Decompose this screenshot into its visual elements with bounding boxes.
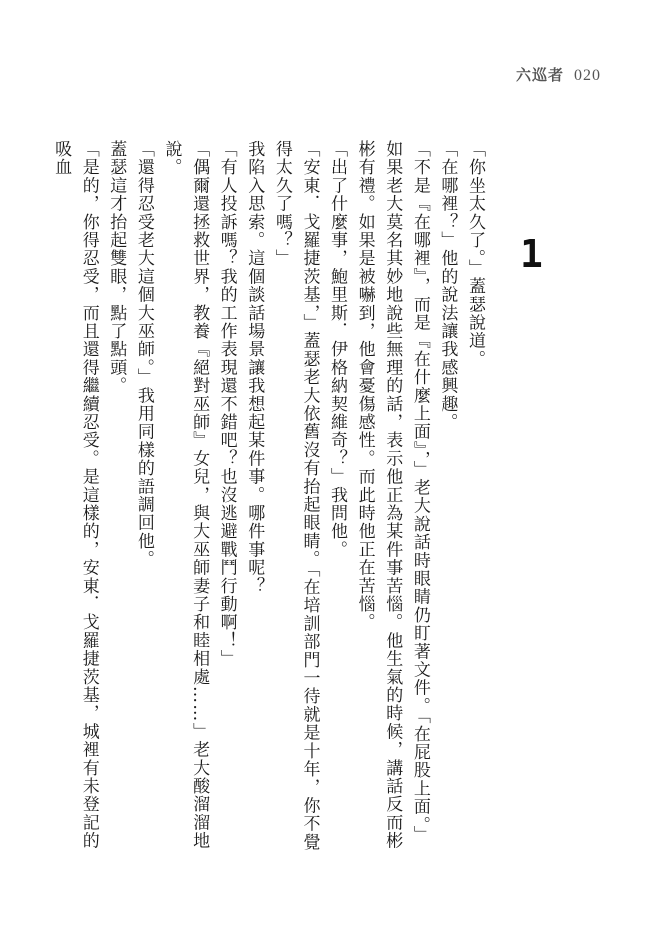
running-header xyxy=(516,64,601,85)
paragraph: 蓋瑟這才抬起雙眼，點了點頭。 xyxy=(106,140,127,395)
paragraph: 我陷入思索。這個談話場景讓我想起某件事。哪件事呢？ xyxy=(244,140,265,595)
paragraph: 「還得忍受老大這個大巫師。」我用同樣的語調回他。 xyxy=(133,140,154,569)
page-number: 020 xyxy=(574,67,601,84)
paragraph: 「安東．戈羅捷茨基，」蓋瑟老大依舊沒有抬起眼睛。「在培訓部門一待就是十年，你不覺得太久了嗎？」 xyxy=(271,140,320,851)
paragraph: 「在哪裡？」他的說法讓我感興趣。 xyxy=(437,140,458,432)
paragraph: 「不是『在哪裡』，而是『在什麼上面』，」老大說話時眼睛仍盯著文件。「在屁股上面。」如果老大莫名其妙地說些無理的話，表示他正為某件事苦惱。他生氣的時候，講話反而彬彬有禮。如果是被嚇到，他會憂傷感性。而此時他正在苦惱。 xyxy=(354,140,430,850)
paragraph: 「有人投訴嗎？我的工作表現還不錯吧？也沒逃避戰鬥行動啊！」 xyxy=(216,140,237,668)
chapter-number: 1 xyxy=(520,232,543,276)
paragraph: 「出了什麼事，鮑里斯．伊格納契維奇？」我問他。 xyxy=(327,140,348,559)
book-title: 六巡者 xyxy=(515,66,564,84)
paragraph: 「你坐太久了。」蓋瑟說道。 xyxy=(465,140,485,369)
body-text xyxy=(51,140,488,860)
paragraph: 「是的，你得忍受，而且還得繼續忍受。是這樣的，安東．戈羅捷茨基，城裡有未登記的吸血 xyxy=(51,140,99,850)
paragraph: 「偶爾還拯救世界，教養『絕對巫師』女兒，與大巫師妻子和睦相處……」老大酸溜溜地說。 xyxy=(161,140,210,850)
